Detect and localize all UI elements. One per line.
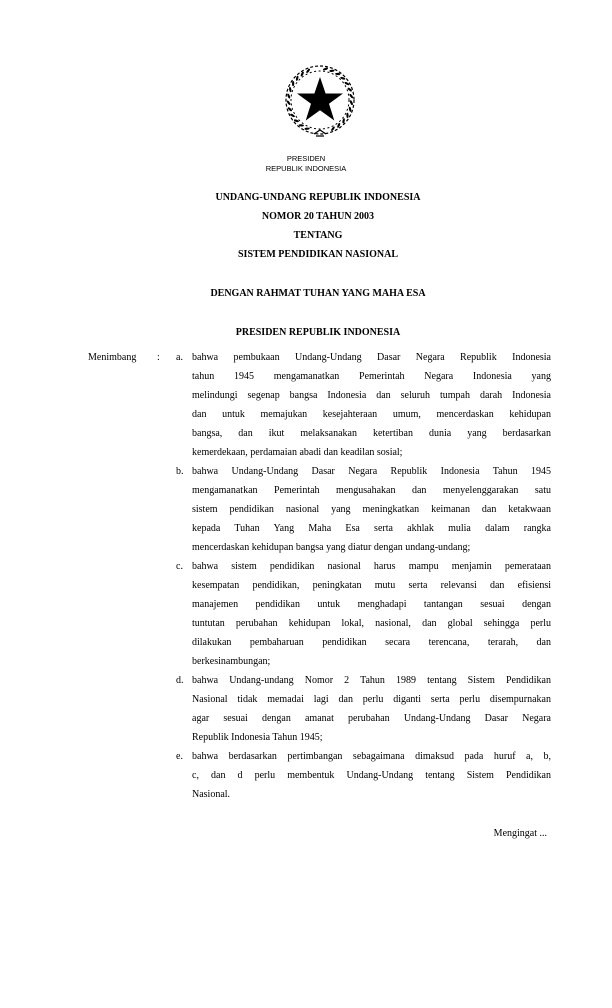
text-line: berkesinambungan; — [192, 656, 271, 667]
text-line: bahwa berdasarkan pertimbangan sebagaimana dimaksud pada huruf a, b, — [192, 751, 551, 762]
wreath-leaf — [331, 126, 336, 132]
wreath-leaf — [335, 73, 340, 76]
issuer-heading: PRESIDEN REPUBLIK INDONESIA — [235, 327, 401, 338]
text-line: tahun 1945 mengamanatkan Pemerintah Negara Indonesia yang — [192, 371, 551, 382]
office-line-republik: REPUBLIK INDONESIA — [265, 164, 347, 173]
item-text — [192, 462, 551, 557]
text-line: tuntutan perubahan kehidupan lokal, nasional, dan global sehingga perlu — [192, 618, 551, 629]
wreath-leaf — [344, 81, 350, 85]
text-line: dan untuk memajukan kesejahteraan umum, mencerdaskan kehidupan — [192, 409, 551, 420]
text-line: Republik Indonesia Tahun 1945; — [192, 732, 323, 743]
wreath-leaf — [286, 100, 291, 106]
wreath-leaf — [349, 100, 353, 106]
item-label: c. — [176, 561, 183, 572]
wreath-leaf — [348, 107, 351, 113]
item-label: b. — [176, 466, 184, 477]
text-line: kepada Tuhan Yang Maha Esa serta akhlak mulia dalam rangka — [192, 523, 551, 534]
wreath-leaf — [329, 69, 334, 72]
item-text — [192, 747, 551, 804]
text-line: bangsa, dan ikut melaksanakan ketertiban dunia yang berdasarkan — [192, 428, 551, 439]
menimbang-colon: : — [157, 352, 160, 363]
text-line: kesempatan pendidikan, peningkatan mutu serta relevansi dan efisiensi — [192, 580, 551, 591]
text-line: kemerdekaan, perdamaian abadi dan keadilan sosial; — [192, 447, 403, 458]
text-line: bahwa pembukaan Undang-Undang Dasar Negara Republik Indonesia — [192, 352, 551, 363]
text-line: manajemen pendidikan untuk menghadapi tantangan sesuai dengan — [192, 599, 551, 610]
wreath-leaf — [287, 93, 291, 99]
text-line: melindungi segenap bangsa Indonesia dan seluruh tumpah darah Indonesia — [192, 390, 551, 401]
law-title: UNDANG-UNDANG REPUBLIK INDONESIA — [215, 192, 421, 203]
text-line: bahwa Undang-Undang Dasar Negara Republik Indonesia Tahun 1945 — [192, 466, 551, 477]
law-number: NOMOR 20 TAHUN 2003 — [261, 211, 375, 222]
law-tentang: TENTANG — [293, 230, 343, 241]
text-line: agar sesuai dengan amanat perubahan Undang-Undang Dasar Negara — [192, 713, 551, 724]
item-text — [192, 671, 551, 747]
text-line: Nasional tidak memadai lagi dan perlu diganti serta perlu disempurnakan — [192, 694, 551, 705]
law-subject: SISTEM PENDIDIKAN NASIONAL — [237, 249, 399, 260]
wreath-leaf — [304, 127, 309, 130]
wreath-leaf — [292, 81, 294, 86]
text-line: bahwa Undang-undang Nomor 2 Tahun 1989 tentang Sistem Pendidikan — [192, 675, 551, 686]
item-label: a. — [176, 352, 183, 363]
wreath-leaf — [323, 67, 329, 71]
text-line: mencerdaskan kehidupan bangsa yang diatur dengan undang-undang; — [192, 542, 471, 553]
garuda-star-emblem — [280, 60, 360, 140]
menimbang-label: Menimbang — [88, 352, 137, 363]
text-line: Nasional. — [192, 789, 231, 800]
text-line: c, dan d perlu membentuk Undang-Undang tentang Sistem Pendidikan — [192, 770, 551, 781]
wreath-leaf — [346, 113, 348, 118]
preamble-heading: DENGAN RAHMAT TUHAN YANG MAHA ESA — [210, 288, 426, 299]
text-line: dilakukan pembaharuan pendidikan secara terencana, terarah, dan — [192, 637, 551, 648]
item-text — [192, 348, 551, 462]
wreath-leaf — [295, 76, 298, 82]
wreath-leaf — [300, 71, 304, 77]
text-line: mengamanatkan Pemerintah mengusahakan dan menyelenggarakan satu — [192, 485, 551, 496]
item-label: d. — [176, 675, 184, 686]
office-line-presiden: PRESIDEN — [286, 154, 326, 163]
wreath-leaf — [289, 87, 292, 93]
continuation-note: Mengingat ... — [493, 828, 547, 839]
item-label: e. — [176, 751, 183, 762]
text-line: bahwa sistem pendidikan nasional harus mampu menjamin pemerataan — [192, 561, 551, 572]
text-line: sistem pendidikan nasional yang meningkatkan keimanan dan ketakwaan — [192, 504, 551, 515]
item-text — [192, 557, 551, 671]
